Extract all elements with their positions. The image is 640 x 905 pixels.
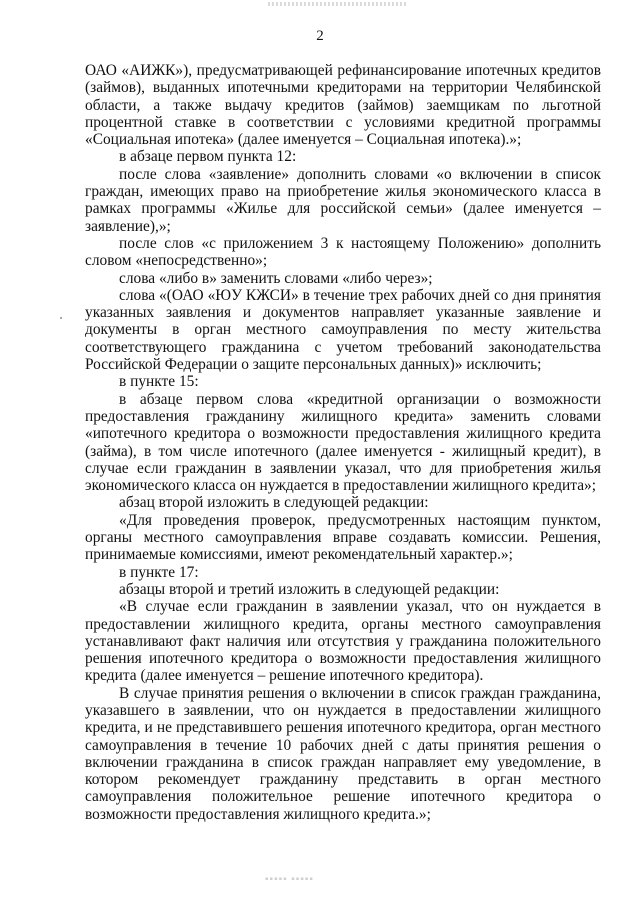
paragraph: в пункте 15: (119, 373, 199, 391)
paragraph: в абзаце первом пункта 12: (119, 148, 297, 166)
paragraph: «В случае если гражданин в заявлении указал, что он нуждается в предоставлении жилищного кредита, органы местного самоуправления устанавливают факт наличия или отсутствия у гражданина положительного решения ипотечного кредитора о возможности предоставления жилищного кредита (далее именуется – решение ипотечного кредитора). (85, 598, 601, 685)
paragraph: слова «(ОАО «ЮУ КЖСИ» в течение трех рабочих дней со дня принятия указанных заявления и документов направляет указанные заявление и документы в орган местного самоуправления по месту жительства соответствующего гражданина с учетом требований законодательства Российской Федерации о защите персональных данных)» исключить; (85, 286, 601, 374)
paragraph: В случае принятия решения о включении в список граждан гражданина, указавшего в заявлении, что он нуждается в предоставлении жилищного кредита, и не представившего решения ипотечного кредитора, орган местного самоуправления в течение 10 рабочих дней с даты принятия решения о включении гражданина в список граждан направляет ему уведомление, в котором рекомендует гражданину представить в орган местного самоуправления положительное решение ипотечного кредитора о возможности предоставления жилищного кредита.»; (85, 684, 601, 823)
scan-artifact-bottom: ▪▪▪▪▪ ▪▪▪▪▪ (265, 874, 314, 885)
scan-artifact-dot (60, 317, 62, 319)
paragraph: в абзаце первом слова «кредитной организации о возможности предоставления гражданину жилищного кредита» заменить словами «ипотечного кредитора о возможности предоставления жилищного кредита (займа), в том числе ипотечного (далее именуется - жилищный кредит), в случае если гражданин в заявлении указал, что для приобретения жилья экономического класса он нуждается в предоставлении жилищного кредита»; (85, 390, 601, 495)
paragraph: после слова «заявление» дополнить словами «о включении в список граждан, имеющих право на приобретение жилья экономического класса в рамках программы «Жилье для российской семьи» (далее именуется – заявление),»; (85, 165, 601, 235)
paragraph: абзацы второй и третий изложить в следующей редакции: (119, 580, 500, 598)
paragraph-continuation: ОАО «АИЖК»), предусматривающей рефинансирование ипотечных кредитов (займов), выданных ипотечными кредиторами на территории Челябинской области, а также выдачу кредитов (займов) заемщикам по льготной процентной ставке в соответствии с условиями кредитной программы «Социальная ипотека» (далее именуется – Социальная ипотека).»; (85, 62, 601, 149)
document-body (85, 62, 601, 823)
paragraph: абзац второй изложить в следующей редакции: (119, 494, 429, 512)
paragraph: «Для проведения проверок, предусмотренных настоящим пунктом, органы местного самоуправления вправе создавать комиссии. Решения, принимаемые комиссиями, имеют рекомендательный характер.»; (85, 511, 601, 564)
paragraph: слова «либо в» заменить словами «либо через»; (119, 269, 433, 287)
scan-artifact-top (268, 2, 406, 6)
paragraph: после слов «с приложением 3 к настоящему Положению» дополнить словом «непосредственно»; (85, 234, 601, 270)
page-number: 2 (316, 28, 324, 44)
paragraph: в пункте 17: (119, 563, 199, 581)
